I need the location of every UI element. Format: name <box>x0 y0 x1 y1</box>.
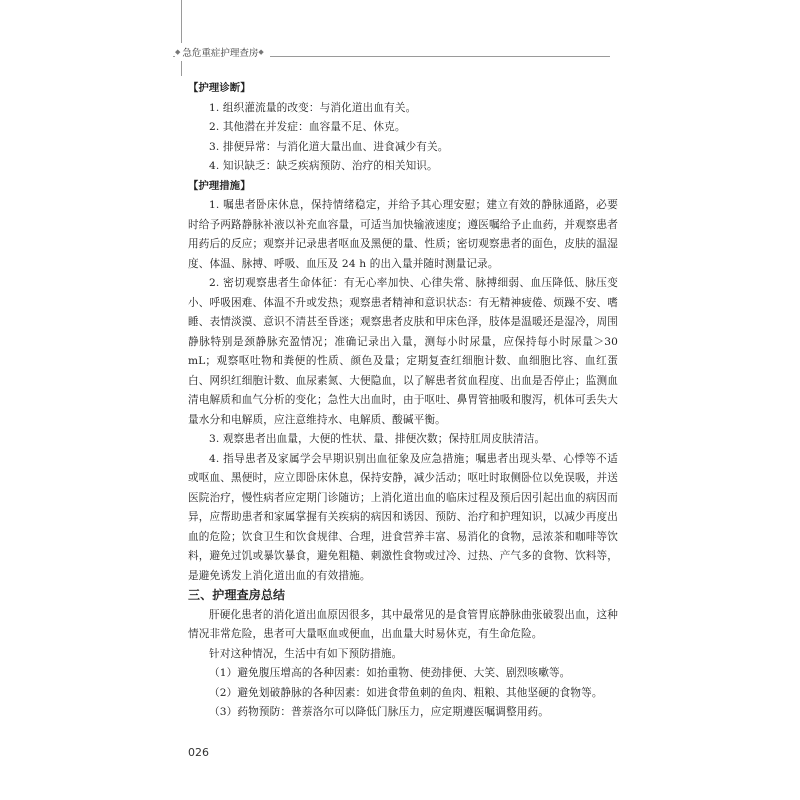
nursing-diagnosis-label: 【护理诊断】 <box>188 82 251 94</box>
measure-paragraph: 2. 密切观察患者生命体征：有无心率加快、心律失常、脉搏细弱、血压降低、脉压变小、呼吸困难、体温不升或发热；观察患者精神和意识状态：有无精神疲倦、烦躁不安、嗜睡、表情淡漠、意识不清甚至昏迷；观察患者皮肤和甲床色泽，肢体是温暖还是湿冷，周围静脉特别是颈静脉充盈情况；准确记录出入量，测每小时尿量，应保持每小时尿量＞30 mL；观察呕吐物和粪便的性质、颜色及量；定期复查红细胞计数、血细胞比容、血红蛋白、网织红细胞计数、血尿素氮、大便隐血，以了解患者贫血程度、出血是否停止；监测血清电解质和血气分析的变化；急性大出血时，由于呕吐、鼻胃管抽吸和腹泻，机体可丢失大量水分和电解质，应注意维持水、电解质、酸碱平衡。 <box>188 277 618 426</box>
prevention-item: （2）避免划破静脉的各种因素：如进食带鱼刺的鱼肉、粗粮、其他坚硬的食物等。 <box>209 686 603 699</box>
running-head <box>175 43 270 61</box>
summary-paragraph: 肝硬化患者的消化道出血原因很多，其中最常见的是食管胃底静脉曲张破裂出血，这种情况非常危险，患者可大量呕血或便血，出血量大时易休克，有生命危险。 <box>188 608 618 640</box>
page-number: 026 <box>188 746 209 759</box>
diagnosis-item: 3. 排便异常：与消化道大量出血、进食减少有关。 <box>209 140 449 153</box>
diagnosis-item: 2. 其他潜在并发症：血容量不足、休克。 <box>209 121 406 133</box>
margin-vertical-rule <box>181 0 182 76</box>
diagnosis-item: 1. 组织灌流量的改变：与消化道出血有关。 <box>209 101 417 114</box>
prevention-item: （3）药物预防：普萘洛尔可以降低门脉压力，应定期遵医嘱调整用药。 <box>209 706 549 718</box>
page-body <box>188 79 618 723</box>
nursing-measures-label: 【护理措施】 <box>188 179 251 192</box>
running-head-title: 急危重症护理查房 <box>182 48 259 59</box>
measure-paragraph: 4. 指导患者及家属学会早期识别出血征象及应急措施；嘱患者出现头晕、心悸等不适或呕血、黑便时，应立即卧床休息，保持安静，减少活动；呕吐时取侧卧位以免误吸，并送医院治疗，慢性病者应定期门诊随访；上消化道出血的临床过程及预后因引起出血的病因而异，应帮助患者和家属掌握有关疾病的病因和诱因、预防、治疗和护理知识，以减少再度出血的危险；饮食卫生和饮食规律、合理，进食营养丰富、易消化的食物，忌浓茶和咖啡等饮料，避免过饥或暴饮暴食，避免粗糙、刺激性食物或过冷、过热、产气多的食物、饮料等，是避免诱发上消化道出血的有效措施。 <box>188 452 618 582</box>
prevention-item: （1）避免腹压增高的各种因素：如抬重物、使劲排便、大笑、剧烈咳嗽等。 <box>209 667 571 679</box>
diamond-marker-icon: ◆ <box>258 48 264 56</box>
diamond-marker-icon: ◆ <box>175 48 181 56</box>
summary-section-heading: 三、护理查房总结 <box>188 588 286 602</box>
summary-paragraph: 针对这种情况，生活中有如下预防措施。 <box>209 647 403 660</box>
measure-paragraph: 1. 嘱患者卧床休息，保持情绪稳定，并给予其心理安慰；建立有效的静脉通路，必要时给予两路静脉补液以补充血容量，可适当加快输液速度；遵医嘱给予止血药，并观察患者用药后的反应；观察并记录患者呕血及黑便的量、性质；密切观察患者的面色，皮肤的温湿度、体温、脉搏、呼吸、血压及 24 h 的出入量并随时测量记录。 <box>188 199 618 270</box>
measure-paragraph: 3. 观察患者出血量，大便的性状、量、排便次数；保持肛周皮肤清洁。 <box>209 433 546 445</box>
diagnosis-item: 4. 知识缺乏：缺乏疾病预防、治疗的相关知识。 <box>209 160 438 172</box>
